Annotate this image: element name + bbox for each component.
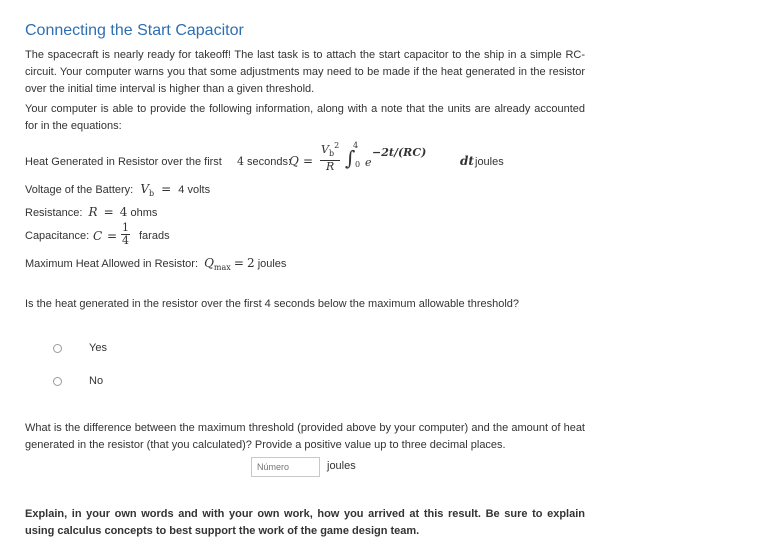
max-heat-value: 2 <box>246 256 255 270</box>
resistance-units: ohms <box>130 207 158 219</box>
max-heat-units: joules <box>257 258 287 270</box>
answer-units-label: joules <box>327 460 356 472</box>
resistance-line <box>25 205 157 223</box>
question-difference: What is the difference between the maximum threshold (provided above by your computer) and the amount of heat generated in the resistor (that you calculated)? Provide a positive value up to three decimal places. <box>25 422 585 451</box>
intro-paragraph: The spacecraft is nearly ready for takeoff! The last task is to attach the start capacitor to the ship in a simple RC-circuit. Your computer warns you that some adjustments may need to be made if the heat generated in the resistor over the initial time interval is higher than a given threshold. <box>25 49 585 95</box>
option-yes[interactable] <box>53 342 107 354</box>
heat-q-var: Q <box>289 154 299 168</box>
heat-dt: dt <box>460 154 474 168</box>
resistance-var: R <box>88 205 98 219</box>
heat-label: Heat Generated in Resistor over the first <box>25 156 222 168</box>
heat-exp-base: e <box>365 156 372 169</box>
heat-equals: = <box>303 154 314 168</box>
capacitance-units: farads <box>139 230 170 242</box>
voltage-label: Voltage of the Battery: <box>25 184 134 196</box>
capacitance-equals: = <box>107 229 118 243</box>
info-intro-paragraph: Your computer is able to provide the following information, along with a note that the units are already accounted for in the equations: <box>25 103 585 132</box>
heat-seconds-value: 4 <box>237 155 244 168</box>
resistance-label: Resistance: <box>25 207 83 219</box>
option-no-label[interactable]: No <box>89 375 104 387</box>
radio-no[interactable] <box>53 377 62 386</box>
difference-answer-input[interactable] <box>251 457 320 477</box>
max-heat-equals: = <box>233 256 244 270</box>
max-heat-label: Maximum Heat Allowed in Resistor: <box>25 258 199 270</box>
max-heat-line <box>25 256 286 274</box>
heat-units: joules <box>475 156 504 168</box>
page-title: Connecting the Start Capacitor <box>25 22 244 39</box>
heat-fraction-numerator: $V_b^2$ <box>320 140 340 161</box>
heat-exponent: −2t/(RC) <box>372 146 427 159</box>
heat-fraction-denominator: R <box>325 160 335 173</box>
capacitance-label: Capacitance: <box>25 230 90 242</box>
max-heat-var: $Q_{max}$ <box>204 256 231 272</box>
voltage-equals: = <box>161 182 172 196</box>
explain-prompt: Explain, in your own words and with your own work, how you arrived at this result. Be sure to explain using calculus concepts to best support the work of the game design team. <box>25 508 585 537</box>
question-threshold: Is the heat generated in the resistor over the first 4 seconds below the maximum allowable threshold? <box>25 298 520 310</box>
option-yes-label[interactable]: Yes <box>89 342 107 354</box>
resistance-value: 4 <box>119 205 128 219</box>
radio-yes[interactable] <box>53 344 62 353</box>
capacitance-var: C <box>93 229 103 243</box>
voltage-line <box>25 182 210 200</box>
capacitance-fraction: $\frac{1}{4}$ <box>122 221 129 247</box>
voltage-value: 4 volts <box>178 184 211 196</box>
resistance-equals: = <box>103 205 114 219</box>
voltage-var: $V_b$ <box>140 182 155 198</box>
heat-fraction <box>320 140 340 173</box>
heat-seconds-label: seconds: <box>247 156 292 168</box>
option-no[interactable] <box>53 375 104 387</box>
